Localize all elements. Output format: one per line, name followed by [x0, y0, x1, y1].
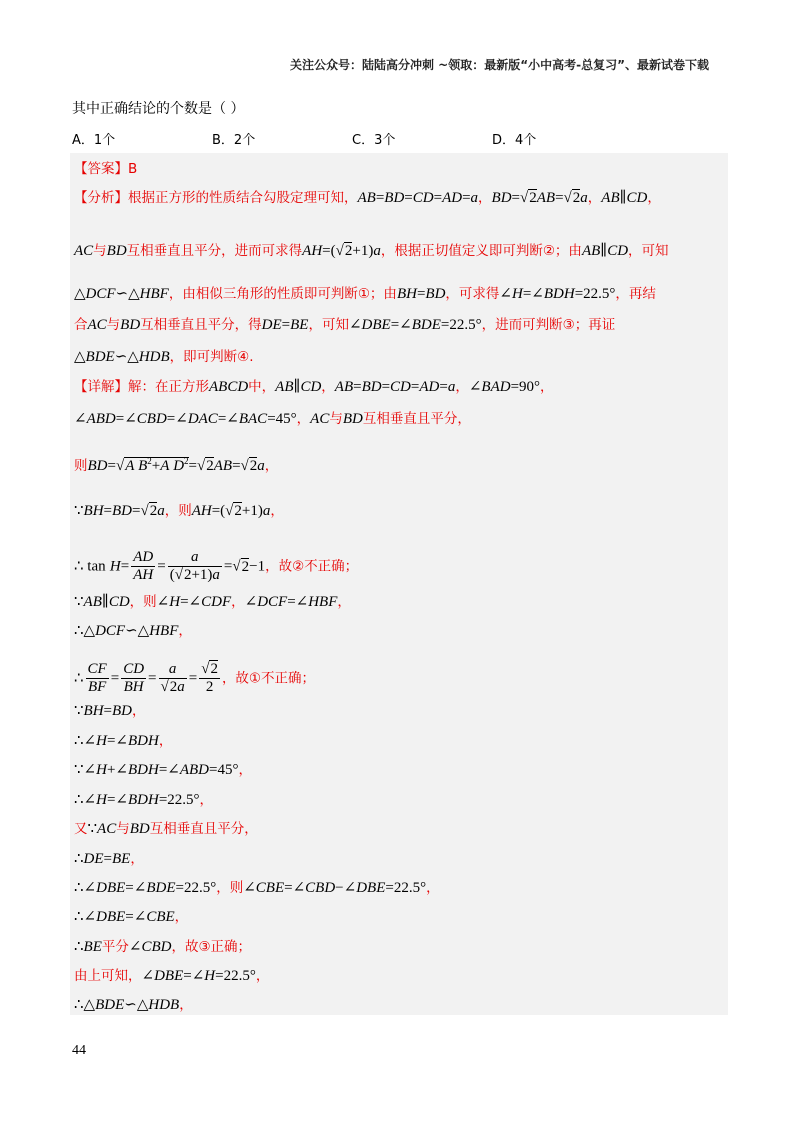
analysis-line-4: 合AC与BD互相垂直且平分，得DE=BE，可知∠DBE=∠BDE=22.5°，进而可判断③；再证 — [74, 317, 616, 333]
word-yu: 与 — [93, 243, 107, 259]
detail-line-19: ∴△BDE∽△HDB， — [74, 997, 193, 1013]
choice-d: D．4个 — [492, 133, 537, 148]
detail-line-14: ∴DE=BE， — [74, 851, 144, 867]
word-yu: 与 — [329, 411, 343, 427]
detail-line-16: ∴∠DBE=∠CBE， — [74, 909, 189, 925]
analysis-text-5: ，即可判断④. — [169, 349, 254, 365]
detail-line-2: ∠ABD=∠CBD=∠DAC=∠BAC=45°，AC与BD互相垂直且平分， — [74, 411, 471, 427]
detail-line-7: ∴△DCF∽△HBF， — [74, 623, 192, 639]
page-header: 关注公众号：陆陆高分冲刺 ~领取：最新版“小中高考-总复习”、最新试卷下载 — [290, 58, 709, 72]
detail-label: 【详解】 — [74, 379, 128, 395]
detail-text-13: 互相垂直且平分， — [149, 821, 258, 837]
detail-text-1: 解：在正方形 — [128, 379, 209, 395]
detail-line-3: 则BD=√A $B^2+A$ $D^2=√2AB=√2a$， — [74, 456, 279, 474]
detail-text-17: ，故③正确； — [171, 939, 252, 955]
analysis-text-3b: ，可求得 — [445, 286, 500, 302]
choice-a: A．1个 — [72, 133, 116, 148]
detail-text-18: 由上可知， — [74, 968, 142, 984]
analysis-text-2b: ，根据正切值定义即可判断②；由 — [380, 243, 582, 259]
word-ze: 则 — [74, 458, 88, 474]
analysis-line-2: AC与BD互相垂直且平分，进而可求得AH=(√2+1)a，根据正切值定义即可判断②；由AB∥CD，可知 — [74, 243, 669, 259]
analysis-label: 【分析】 — [74, 190, 128, 206]
analysis-text-4c: ，可知 — [308, 317, 349, 333]
detail-text-8: ，故①不正确； — [221, 670, 316, 687]
answer-section — [70, 153, 728, 1015]
word-ze2: 则 — [178, 503, 192, 519]
detail-line-10: ∴∠H=∠BDH， — [74, 733, 173, 749]
detail-line-1: 【详解】解：在正方形ABCD中，AB∥CD，AB=BD=CD=AD=a，∠BAD=90°， — [74, 379, 554, 395]
analysis-text-1: 根据正方形的性质结合勾股定理可知， — [128, 190, 358, 206]
analysis-text-4b: 互相垂直且平分，得 — [140, 317, 262, 333]
detail-line-9: ∵BH=BD， — [74, 703, 146, 719]
choice-c: C．3个 — [352, 133, 396, 148]
analysis-text-2c: ，可知 — [628, 243, 669, 259]
word-yu: 与 — [106, 317, 121, 333]
page-number: 44 — [72, 1043, 86, 1058]
detail-text-5: ，故②不正确； — [265, 558, 359, 575]
word-ze: 则 — [143, 594, 157, 610]
detail-line-8: ∴ $\frac{CF}{BF}$ = $\frac{CD}{BH}$ = $\frac{a}{√2a}$ = $\frac{√2}{2}$ ，故①不正确； — [74, 661, 316, 695]
analysis-line-5: △BDE∽△HDB，即可判断④. — [74, 349, 254, 365]
analysis-text-4d: ，进而可判断③；再证 — [481, 317, 616, 333]
detail-line-15: ∴∠DBE=∠BDE=22.5°，则∠CBE=∠CBD−∠DBE=22.5°， — [74, 880, 440, 896]
question-stem: 其中正确结论的个数是（ ） — [72, 101, 245, 117]
detail-line-13: 又∵AC与BD互相垂直且平分， — [74, 821, 258, 837]
word-you: 又 — [74, 821, 88, 837]
detail-line-6: ∵AB∥CD，则∠H=∠CDF，∠DCF=∠HBF， — [74, 594, 351, 610]
word-pingfen: 平分 — [101, 939, 129, 955]
choices — [72, 129, 732, 149]
detail-line-18: 由上可知，∠DBE=∠H=22.5°， — [74, 968, 270, 984]
detail-line-5: ∴ tan H= $\frac{AD}{AH}$ = $\frac{a}{(√2+1)a}$ =√2−1，故②不正确； — [74, 549, 359, 583]
analysis-text-2: 互相垂直且平分，进而可求得 — [126, 243, 303, 259]
detail-line-4: ∵BH=BD=√2a，则AH=(√2+1)a， — [74, 503, 284, 519]
analysis-text-3c: ，再结 — [615, 286, 656, 302]
analysis-text-3: ，由相似三角形的性质即可判断①；由 — [168, 286, 397, 302]
word-yu: 与 — [116, 821, 130, 837]
detail-text-2: 互相垂直且平分， — [362, 411, 471, 427]
detail-line-12: ∴∠H=∠BDH=22.5°， — [74, 792, 214, 808]
answer-label: 【答案】B — [74, 161, 138, 177]
analysis-line-1: 【分析】根据正方形的性质结合勾股定理可知，AB=BD=CD=AD=a，BD=√2AB=√2a，AB∥CD， — [74, 190, 661, 206]
detail-line-11: ∵∠H+∠BDH=∠ABD=45°， — [74, 762, 252, 778]
choice-b: B．2个 — [212, 133, 256, 148]
analysis-line-3: △DCF∽△HBF，由相似三角形的性质即可判断①；由BH=BD，可求得∠H=∠BDH=22.5°，再结 — [74, 286, 656, 302]
detail-line-17: ∴BE平分∠CBD，故③正确； — [74, 939, 252, 955]
word-ze2: 则 — [229, 880, 244, 896]
detail-text-1b: 中， — [248, 379, 276, 395]
word-he: 合 — [74, 317, 88, 333]
